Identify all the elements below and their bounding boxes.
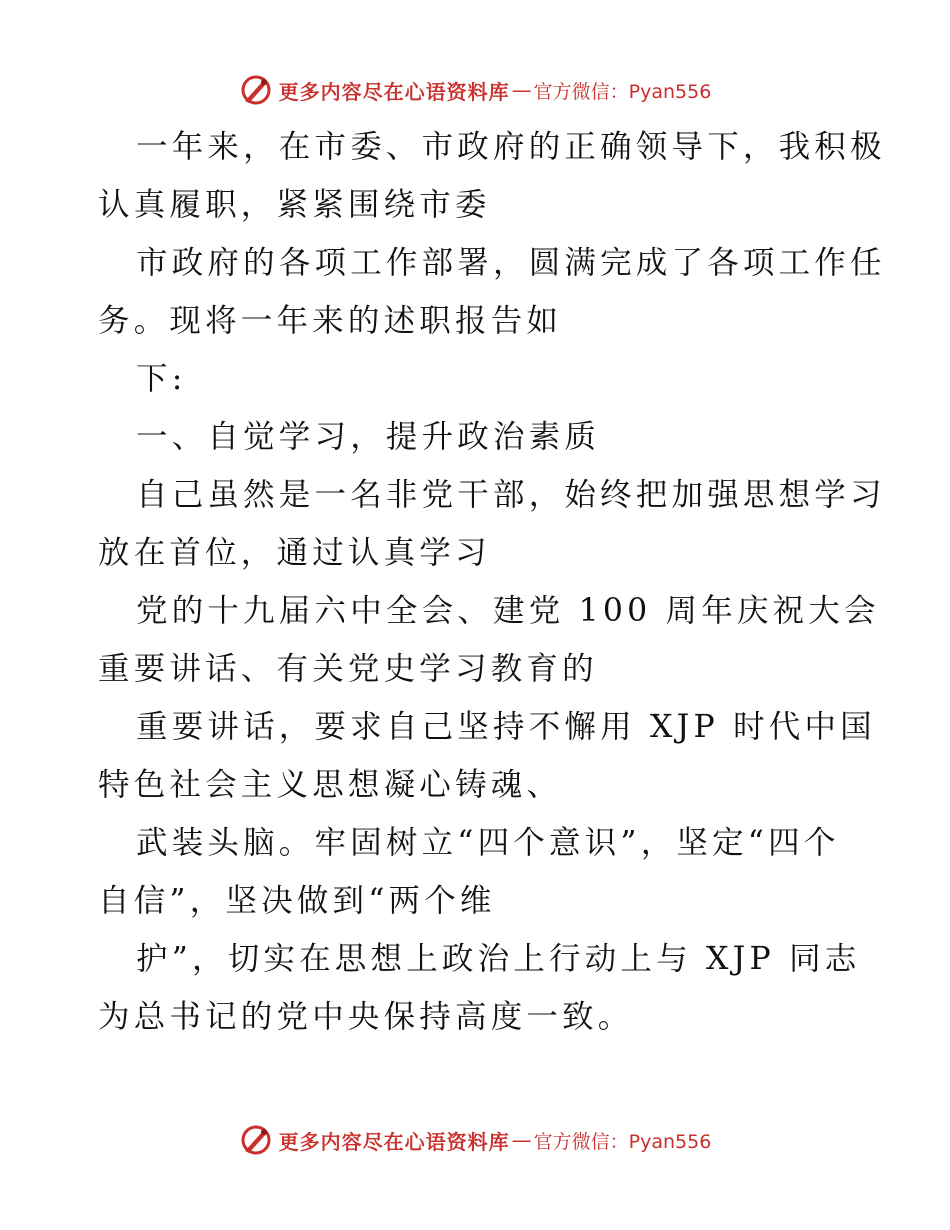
body-line: 放在首位，通过认真学习 — [98, 535, 491, 571]
watermark-dash: — — [511, 78, 532, 102]
watermark-wechat: 官方微信：Pyan556 — [533, 1130, 712, 1153]
body-line: 为总书记的党中央保持高度一致。 — [98, 999, 634, 1035]
body-line: 重要讲话，要求自己坚持不懈用 XJP 时代中国 — [136, 709, 876, 745]
body-line: 自己虽然是一名非党干部，始终把加强思想学习 — [136, 477, 886, 513]
body-line: 特色社会主义思想凝心铸魂、 — [98, 767, 563, 803]
body-line: 一年来，在市委、市政府的正确领导下，我积极 — [136, 129, 886, 165]
watermark-site-name: 更多内容尽在心语资料库 — [278, 1129, 510, 1154]
brush-logo-icon — [239, 73, 273, 107]
watermark-dash: — — [511, 1128, 532, 1152]
body-line: 护”，切实在思想上政治上行动上与 XJP 同志 — [136, 941, 861, 977]
watermark-wechat: 官方微信：Pyan556 — [533, 80, 712, 103]
body-line: 下: — [136, 361, 187, 397]
document-body — [98, 118, 886, 1046]
body-line: 务。现将一年来的述职报告如 — [98, 303, 563, 339]
body-line: 重要讲话、有关党史学习教育的 — [98, 651, 598, 687]
body-line: 武装头脑。牢固树立“四个意识”，坚定“四个 — [136, 825, 840, 861]
body-line: 市政府的各项工作部署，圆满完成了各项工作任 — [136, 245, 886, 281]
body-line: 自信”，坚决做到“两个维 — [98, 883, 496, 919]
header-watermark — [0, 70, 950, 110]
section-heading: 一、自觉学习，提升政治素质 — [136, 419, 601, 455]
watermark-site-name: 更多内容尽在心语资料库 — [278, 79, 510, 104]
body-line: 认真履职，紧紧围绕市委 — [98, 187, 491, 223]
body-line: 党的十九届六中全会、建党 100 周年庆祝大会 — [136, 593, 880, 629]
brush-logo-icon — [239, 1123, 273, 1157]
footer-watermark — [0, 1120, 950, 1160]
